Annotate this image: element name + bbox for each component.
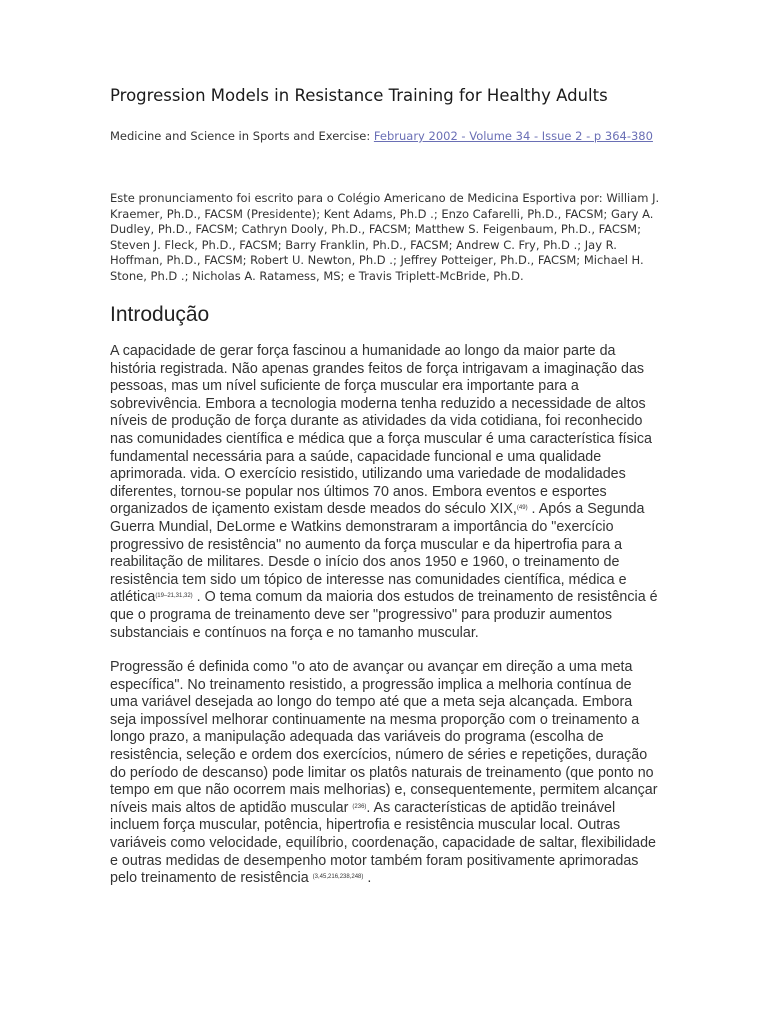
paragraph-2-text-c: . xyxy=(363,870,372,887)
reference-superscript[interactable]: (49) xyxy=(516,505,528,512)
paragraph-2-text-a: Progressão é definida como "o ato de avançar ou avançar em direção a uma meta específica". No treinamento resistido, a progressão implica a melhoria contínua de uma variável desejada ao longo do tempo até que a meta seja alcançada. Embora seja impossível melhorar continuamente na mesma proporção com o treinamento a longo prazo, a manipulação adequada das variáveis do programa (escolha de resistência, seleção e ordem dos exercícios, número de séries e repetições, duração do período de descanso) pode limitar os platôs naturais de treinamento (que ponto no tempo em que não ocorrem mais melhorias) e, consequentemente, permitem alcançar níveis mais altos de aptidão muscular xyxy=(110,659,658,816)
reference-superscript[interactable]: (19–21,31,32) xyxy=(155,593,193,600)
paragraph-1-text-a: A capacidade de gerar força fascinou a humanidade ao longo da maior parte da história registrada. Não apenas grandes feitos de força intrigavam a imaginação das pessoas, mas um nível suficiente de força muscular era importante para a sobrevivência. Embora a tecnologia moderna tenha reduzido a necessidade de altos níveis de produção de força durante as atividades da vida cotidiana, foi reconhecido nas comunidades científica e médica que a força muscular é uma característica física fundamental necessária para a saúde, capacidade funcional e uma qualidade aprimorada. vida. O exercício resistido, utilizando uma variedade de modalidades diferentes, tornou-se popular nos últimos 70 anos. Embora eventos e esportes organizados de içamento existam desde meados do século XIX, xyxy=(110,343,652,518)
reference-superscript[interactable]: (236) xyxy=(352,803,367,810)
paragraph-2 xyxy=(110,659,660,888)
paragraph-1-text-c: . O tema comum da maioria dos estudos de treinamento de resistência é que o programa de treinamento deve ser "progressivo" para produzir aumentos substanciais e contínuos na força e no tamanho muscular. xyxy=(110,589,658,641)
paragraph-1-text-b: . Após a Segunda Guerra Mundial, DeLorme e Watkins demonstraram a importância do "exercício progressivo de resistência" no aumento da força muscular e da hipertrofia para a reabilitação de militares. Desde o início dos anos 1950 e 1960, o treinamento de resistência tem sido um tópico de interesse nas comunidades científica, médica e atlética xyxy=(110,501,645,606)
section-heading-introducao: Introdução xyxy=(110,303,210,326)
reference-superscript[interactable]: (3,45,216,238,248) xyxy=(312,874,364,881)
paragraph-1 xyxy=(110,343,660,642)
article-title: Progression Models in Resistance Training for Healthy Adults xyxy=(110,86,608,105)
authors-statement: Este pronunciamento foi escrito para o Colégio Americano de Medicina Esportiva por: William J. Kraemer, Ph.D., FACSM (Presidente); Kent Adams, Ph.D .; Enzo Cafarelli, Ph.D., FACSM; Gary A. Dudley, Ph.D., FACSM; Cathryn Dooly, Ph.D., FACSM; Matthew S. Feigenbaum, Ph.D., FACSM; Steven J. Fleck, Ph.D., FACSM; Barry Franklin, Ph.D., FACSM; Andrew C. Fry, Ph.D .; Jay R. Hoffman, Ph.D., FACSM; Robert U. Newton, Ph.D .; Jeffrey Potteiger, Ph.D., FACSM; Michael H. Stone, Ph.D .; Nicholas A. Ratamess, MS; e Travis Triplett-McBride, Ph.D. xyxy=(110,191,660,283)
document-page xyxy=(110,84,660,888)
journal-name: Medicine and Science in Sports and Exercise: xyxy=(110,129,374,143)
journal-issue-link[interactable]: February 2002 - Volume 34 - Issue 2 - p 364-380 xyxy=(373,129,653,143)
journal-citation xyxy=(110,129,660,143)
paragraph-2-text-b: . As características de aptidão treinável incluem força muscular, potência, hipertrofia e resistência muscular local. Outras variáveis como velocidade, equilíbrio, coordenação, capacidade de saltar, flexibilidade e outras medidas de desempenho motor também foram positivamente aprimoradas pelo treinamento de resistência xyxy=(110,799,656,887)
